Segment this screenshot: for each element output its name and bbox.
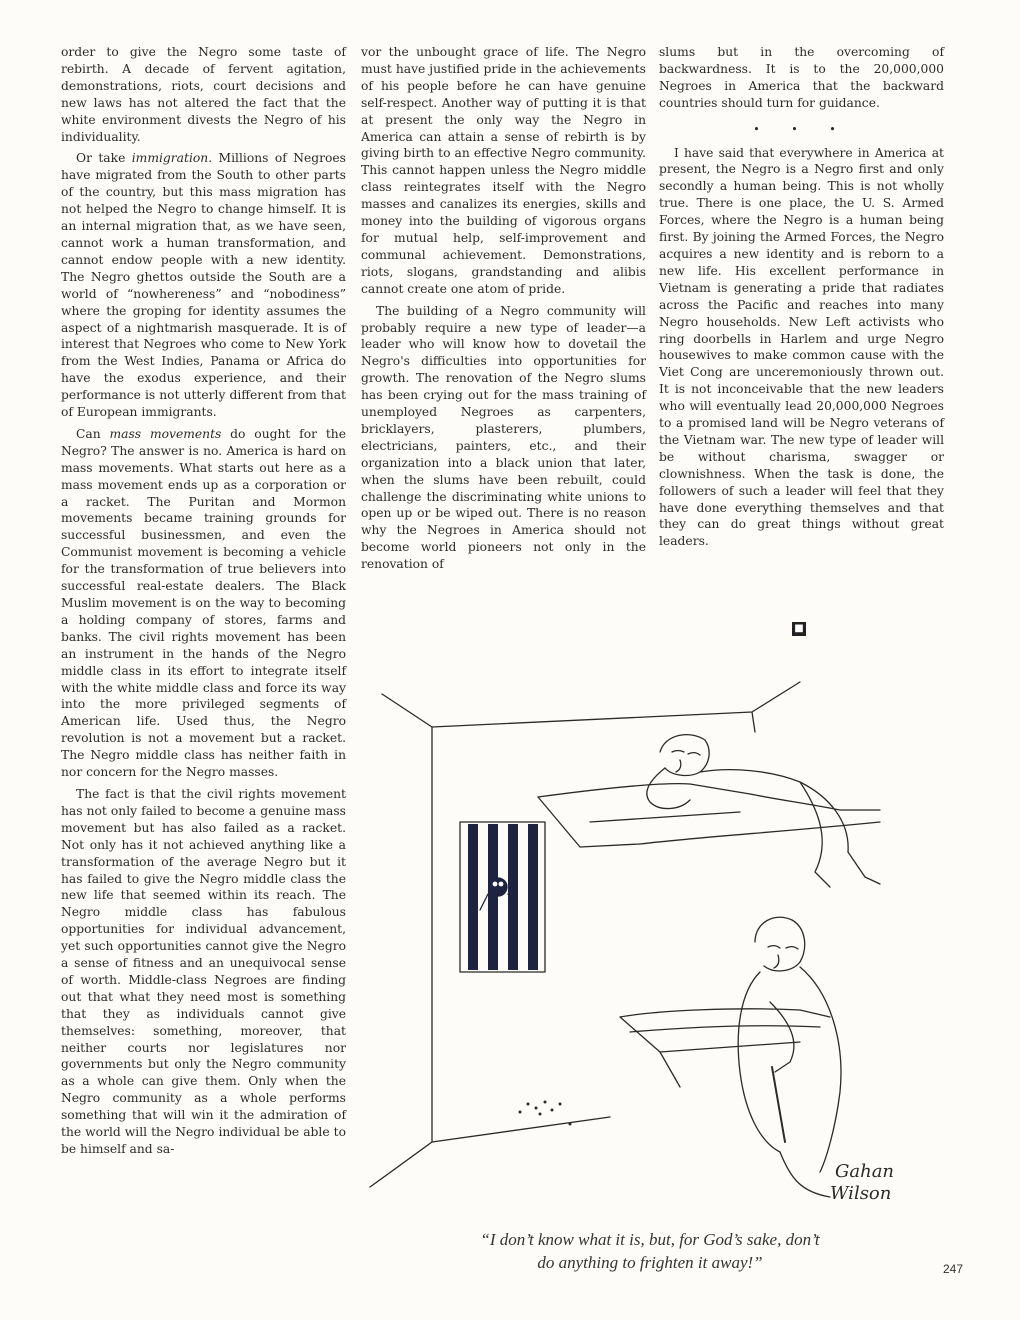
paragraph-text: . Millions of Negroes have migrated from the South to other parts of the country, but this mass migration has not helped the Negro to change himself. It is an internal migration that, as we have seen, cannot work a human transformation, and cannot endow people with a new identity. The Negro ghettos outside the South are a world of “nowhereness” and “nobodiness” where the groping for identity assumes the aspect of a nightmarish masquerade. It is of interest that Negroes who come to New York from the West Indies, Panama or Africa do have the exodus experience, and their performance is not utterly different from that of European immigrants. — [61, 151, 346, 420]
paragraph: I have said that everywhere in America at present, the Negro is a Negro first and only secondly a human being. This is not wholly true. There is one place, the U. S. Armed Forces, where the Negro is a human being first. By joining the Armed Forces, the Negro acquires a new identity and is reborn to a new life. His excellent performance in Vietnam is generating a pride that radiates across the Pacific and reaches into many Negro households. New Left activists who ring doorbells in Harlem and urge Negro housewives to make common cause with the Viet Cong are unceremoniously thrown out. It is not inconceivable that the new leaders who will eventually lead 20,000,000 Negroes to a promised land will be Negro veterans of the Vietnam war. The new type of leader will be without charisma, swagger or clownishness. When the task is done, the followers of such a leader will feel that they have done everything themselves and that they can do great things without great leaders. — [659, 145, 944, 549]
paragraph: The fact is that the civil rights movement has not only failed to become a genuine mass movement but has also failed as a racket. Not only has it not achieved anything like a transformation of the average Negro but it has failed to give the Negro middle class the new life that seemed within its reach. The Negro middle class has fabulous opportunities for individual advancement, yet such opportunities cannot give the Negro a sense of fitness and an unequivocal sense of worth. Middle-class Negroes are finding out that what they need most is something that they as individuals cannot give themselves: something, moreover, that neither courts nor legislatures nor governments but only the Negro community as a whole can give them. Only when the Negro community as a whole performs something that will win it the admiration of the world will the Negro individual be able to be himself and sa- — [61, 786, 346, 1156]
text-column-3 — [659, 44, 944, 550]
crumbs — [519, 1101, 572, 1126]
paragraph — [61, 150, 346, 421]
seated-old-man — [738, 917, 841, 1197]
upper-ledge — [590, 812, 740, 822]
page-number: 247 — [943, 1262, 964, 1276]
wall-line — [382, 694, 432, 727]
paragraph: The building of a Negro community will probably require a new type of leader—a leader who will know how to dovetail the Negro's difficulties into opportunities for growth. The renovation of the Negro slums has been crying out for the mass training of unemployed Negroes as carpenters, bricklayers, plasterers, plumbers, electricians, painters, etc., and their organization into a black union that later, when the slums have been rebuilt, could challenge the discriminating white unions to open up or be wiped out. There is no reason why the Negroes in America should not become world pioneers not only in the renovation of — [361, 303, 646, 572]
cartoon-illustration — [360, 672, 940, 1217]
floor-line — [370, 1142, 432, 1187]
playboy-rabbit-icon: ■ — [792, 622, 806, 636]
text-column-1 — [61, 44, 346, 1158]
artist-signature: Wilson — [830, 1183, 892, 1204]
lower-step — [660, 1052, 680, 1087]
crouching-man — [647, 735, 880, 887]
window-bars — [468, 824, 538, 970]
wall-line — [752, 712, 755, 732]
section-separator: • • • — [753, 122, 850, 136]
text-column-2 — [361, 44, 646, 573]
upper-ledge — [538, 797, 640, 847]
lower-step — [630, 1026, 820, 1032]
caption-line: “I don’t know what it is, but, for God’s sake, don’t — [480, 1230, 820, 1249]
lower-step — [620, 1017, 800, 1052]
cartoon-caption — [380, 1228, 920, 1274]
floor-line — [432, 1117, 610, 1142]
emphasis-text: immigration — [131, 151, 209, 166]
paragraph-text: do ought for the Negro? The answer is no. America is hard on mass movements. What starts out here as a mass movement ends up as a corporation or a racket. The Puritan and Mormon movements became training grounds for successful businessmen, and even the Communist movement is becoming a vehicle for the transformation of true believers into successful real-estate dealers. The Black Muslim movement is on the way to becoming a holding company of stores, farms and banks. The civil rights movement has been an instrument in the hands of the Negro middle class in its effort to integrate itself with the white middle class and force its way into the more privileged segments of American life. Used thus, the Negro revolution is not a movement but a racket. The Negro middle class has neither faith in nor concern for the Negro masses. — [61, 426, 346, 780]
artist-signature: Gahan — [835, 1161, 895, 1182]
paragraph: slums but in the overcoming of backwardness. It is to the 20,000,000 Negroes in America that the backward countries should turn for guidance. — [659, 45, 944, 110]
paragraph-text: Can — [76, 426, 110, 441]
lower-step — [620, 1009, 830, 1017]
caption-line: do anything to frighten it away!” — [537, 1253, 763, 1272]
upper-ledge — [538, 784, 880, 810]
paragraph — [61, 426, 346, 781]
paragraph: vor the unbought grace of life. The Negro must have justified pride in the achievements of his people before he can have genuine self-respect. Another way of putting it is that at present the only way the Negro in America can attain a sense of rebirth is by giving birth to an effective Negro community. This cannot happen unless the Negro middle class reintegrates itself with the Negro masses and canalizes its energies, skills and money into the building of vigorous organs for mutual help, self-improvement and communal achievement. Demonstrations, riots, slogans, grandstanding and alibis cannot create one atom of pride. — [361, 45, 646, 296]
emphasis-text: mass movements — [109, 426, 222, 441]
paragraph-text: Or take — [76, 151, 132, 166]
wall-line — [432, 682, 800, 727]
paragraph: order to give the Negro some taste of rebirth. A decade of fervent agitation, demonstrations, riots, court decisions and new laws has not altered the fact that the white environment divests the Negro of his individuality. — [61, 45, 346, 144]
